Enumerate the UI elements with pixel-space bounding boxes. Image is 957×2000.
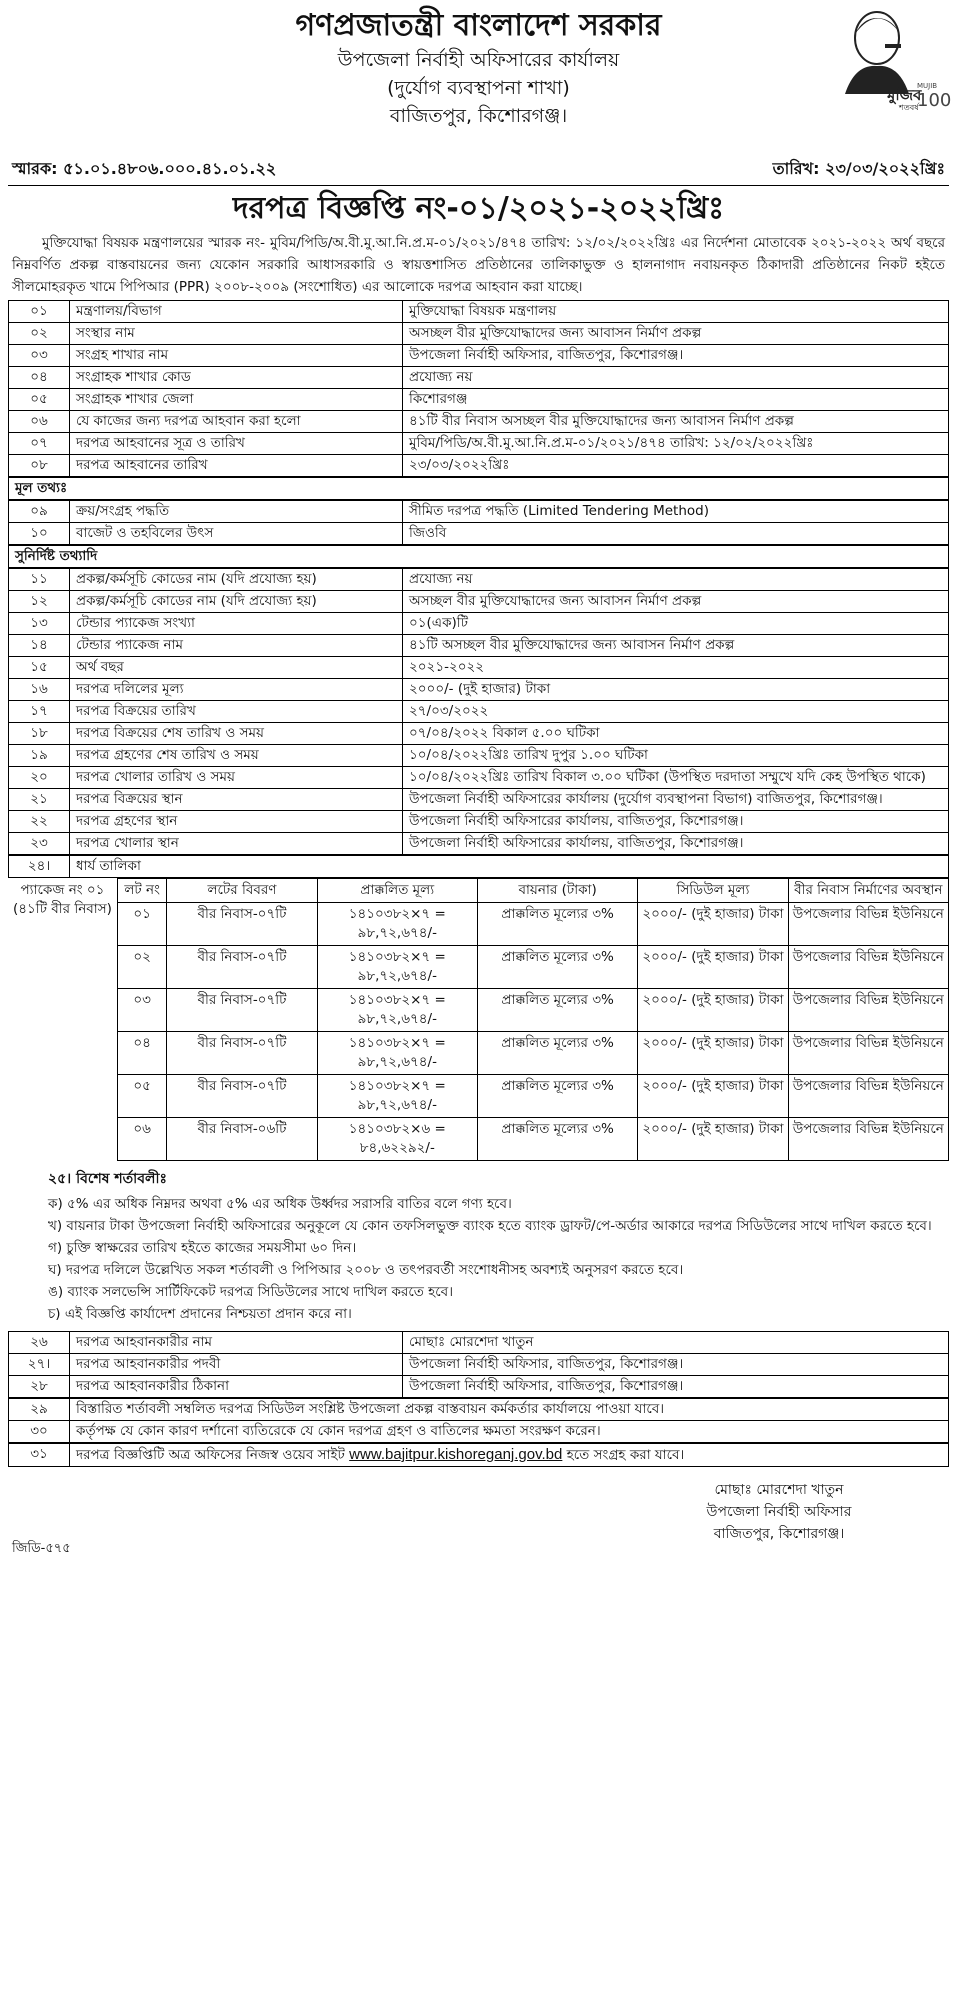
details-table-main (8, 477, 949, 500)
row-value: ১০/০৪/২০২২খ্রিঃ তারিখ দুপুর ১.০০ ঘটিকা (403, 745, 949, 767)
lot-lot: ০৬ (117, 1118, 166, 1161)
details-table-specific (8, 545, 949, 568)
condition-item: গ) চুক্তি স্বাক্ষরের তারিখ হইতে কাজের সময়সীমা ৬০ দিন। (48, 1240, 357, 1256)
lot-earnest: প্রাক্কলিত মূল্যের ৩% (477, 946, 637, 989)
row-value: উপজেলা নির্বাহী অফিসার, বাজিতপুর, কিশোরগঞ্জ। (403, 1376, 949, 1398)
lot-earnest: প্রাক্কলিত মূল্যের ৩% (477, 903, 637, 946)
lot-row (8, 1118, 949, 1161)
condition-item: ঘ) দরপত্র দলিলে উল্লেখিত সকল শর্তাবলী ও পিপিআর ২০০৮ ও তৎপরবর্তী সংশোধনীসহ অবশ্যই অনুসরণ করতে হবে। (48, 1262, 684, 1278)
row-serial: ১৬ (9, 679, 70, 701)
row-serial: ২০ (9, 767, 70, 789)
table-row (9, 1354, 949, 1376)
lot-schedule: ২০০০/- (দুই হাজার) টাকা (638, 989, 788, 1032)
row-value: ২০২১-২০২২ (403, 657, 949, 679)
footer (8, 1467, 949, 1577)
row-label: প্রকল্প/কর্মসূচি কোডের নাম (যদি প্রযোজ্য হয়) (70, 569, 403, 591)
row-serial: ১৭ (9, 701, 70, 723)
row-label: সংগ্রাহক শাখার কোড (70, 367, 403, 389)
signature-designation: উপজেলা নির্বাহী অফিসার (706, 1504, 852, 1520)
condition-item: ক) ৫% এর অধিক নিম্নদর অথবা ৫% এর অধিক উর্ধ্বদর সরাসরি বাতির বলে গণ্য হবে। (48, 1196, 512, 1212)
table-row (9, 455, 949, 477)
table-row (9, 767, 949, 789)
row-serial: ১০ (9, 523, 70, 545)
row-serial: ২১ (9, 789, 70, 811)
row-serial: ২৪। (9, 856, 70, 878)
row-serial: ১৯ (9, 745, 70, 767)
row-serial: ০৬ (9, 411, 70, 433)
row-serial: ০২ (9, 323, 70, 345)
lot-row (8, 946, 949, 989)
table-row (9, 591, 949, 613)
row-value: ২৭/০৩/২০২২ (403, 701, 949, 723)
lot-desc: বীর নিবাস-০৬টি (167, 1118, 317, 1161)
table-row (9, 723, 949, 745)
row-serial: ২৮ (9, 1376, 70, 1398)
row-label: যে কাজের জন্য দরপত্র আহবান করা হলো (70, 411, 403, 433)
row-value: কিশোরগঞ্জ (403, 389, 949, 411)
table-row (9, 389, 949, 411)
website-before: দরপত্র বিজ্ঞপ্তিটি অত্র অফিসের নিজস্ব ওয়েব সাইট (76, 1447, 345, 1463)
row-value: প্রযোজ্য নয় (403, 569, 949, 591)
table-row (9, 1332, 949, 1354)
row-serial: ০৪ (9, 367, 70, 389)
signature-name: মোছাঃ মোরশেদা খাতুন (714, 1482, 844, 1498)
table-row (9, 1399, 949, 1421)
row-serial: ০১ (9, 301, 70, 323)
row-serial: ২৩ (9, 833, 70, 855)
row-value: মুক্তিযোদ্ধা বিষয়ক মন্ত্রণালয় (403, 301, 949, 323)
row-value: ২৩/০৩/২০২২খ্রিঃ (403, 455, 949, 477)
lot-earnest: প্রাক্কলিত মূল্যের ৩% (477, 1075, 637, 1118)
row-label: দরপত্র আহবানকারীর পদবী (70, 1354, 403, 1376)
row-label: সংগ্রাহক শাখার জেলা (70, 389, 403, 411)
signature-place: বাজিতপুর, কিশোরগঞ্জ। (713, 1526, 845, 1542)
row-label: মন্ত্রণালয়/বিভাগ (70, 301, 403, 323)
condition-item: খ) বায়নার টাকা উপজেলা নির্বাহী অফিসারের অনুকূলে যে কোন তফসিলভুক্ত ব্যাংক হতে ব্যাংক ড্রাফট/পে-অর্ডার আকারে দরপত্র সিডিউলের সাথে দাখিল করতে হবে। (48, 1218, 932, 1234)
lot-earnest: প্রাক্কলিত মূল্যের ৩% (477, 1118, 637, 1161)
website-after: হতে সংগ্রহ করা যাবে। (566, 1447, 685, 1463)
row-serial: ২৬ (9, 1332, 70, 1354)
row-serial: ২৯ (9, 1399, 70, 1421)
header (8, 0, 952, 154)
tender-notice (8, 0, 952, 1577)
lot-lot: ০৫ (117, 1075, 166, 1118)
package-column-header: সিডিউল মূল্য (638, 879, 788, 903)
branch-name: (দুর্যোগ ব্যবস্থাপনা শাখা) (387, 77, 570, 99)
row-serial: ০৩ (9, 345, 70, 367)
row-value: উপজেলা নির্বাহী অফিসারের কার্যালয়, বাজিতপুর, কিশোরগঞ্জ। (403, 811, 949, 833)
logo-sub: শতবর্ষ (899, 103, 919, 112)
row-label: দরপত্র আহবানের সূত্র ও তারিখ (70, 433, 403, 455)
row-label: বাজেট ও তহবিলের উৎস (70, 523, 403, 545)
lot-schedule: ২০০০/- (দুই হাজার) টাকা (638, 1118, 788, 1161)
row-label: দরপত্র খোলার তারিখ ও সময় (70, 767, 403, 789)
lot-earnest: প্রাক্কলিত মূল্যের ৩% (477, 989, 637, 1032)
row-value: উপজেলা নির্বাহী অফিসারের কার্যালয় (দুর্যোগ ব্যবস্থাপনা বিভাগ) বাজিতপুর, কিশোরগঞ্জ। (403, 789, 949, 811)
row-label: দরপত্র আহবানকারীর ঠিকানা (70, 1376, 403, 1398)
row-serial: ০৯ (9, 501, 70, 523)
memo-row (8, 154, 949, 186)
lot-location: উপজেলার বিভিন্ন ইউনিয়নে (788, 1118, 948, 1161)
table-row (9, 501, 949, 523)
details-table-a (8, 300, 949, 477)
lot-price: ১৪১০৩৮২×৭ = ৯৮,৭২,৬৭৪/- (317, 989, 477, 1032)
lot-location: উপজেলার বিভিন্ন ইউনিয়নে (788, 1032, 948, 1075)
row-value: ১০/০৪/২০২২খ্রিঃ তারিখ বিকাল ৩.০০ ঘটিকা (উপস্থিত দরদাতা সম্মুখে যদি কেহ উপস্থিত থাকে) (403, 767, 949, 789)
row-label: দরপত্র খোলার স্থান (70, 833, 403, 855)
row-serial: ১৮ (9, 723, 70, 745)
lot-row (8, 989, 949, 1032)
condition-item: ঙ) ব্যাংক সলভেন্সি সার্টিফিকেট দরপত্র সিডিউলের সাথে দাখিল করতে হবে। (48, 1284, 454, 1300)
row-label: ক্রয়/সংগ্রহ পদ্ধতি (70, 501, 403, 523)
office-location: বাজিতপুর, কিশোরগঞ্জ। (389, 105, 568, 127)
lot-lot: ০৩ (117, 989, 166, 1032)
lot-desc: বীর নিবাস-০৭টি (167, 1075, 317, 1118)
table-row (9, 323, 949, 345)
row-24-table (8, 855, 949, 878)
row-serial: ১১ (9, 569, 70, 591)
lot-schedule: ২০০০/- (দুই হাজার) টাকা (638, 1075, 788, 1118)
row-value: উপজেলা নির্বাহী অফিসারের কার্যালয়, বাজিতপুর, কিশোরগঞ্জ। (403, 833, 949, 855)
row-serial: ১৫ (9, 657, 70, 679)
logo-mujib: MUJIB (917, 82, 938, 90)
table-row (9, 1421, 949, 1443)
lot-desc: বীর নিবাস-০৭টি (167, 989, 317, 1032)
lot-schedule: ২০০০/- (দুই হাজার) টাকা (638, 946, 788, 989)
table-row (9, 367, 949, 389)
row-value: ৪১টি অসচ্ছল বীর মুক্তিযোদ্ধাদের জন্য আবাসন নির্মাণ প্রকল্প (403, 635, 949, 657)
lot-price: ১৪১০৩৮২×৭ = ৯৮,৭২,৬৭৪/- (317, 903, 477, 946)
row-value: অসচ্ছল বীর মুক্তিযোদ্ধাদের জন্য আবাসন নির্মাণ প্রকল্প (403, 323, 949, 345)
lot-location: উপজেলার বিভিন্ন ইউনিয়নে (788, 989, 948, 1032)
table-row (9, 701, 949, 723)
row-value: ২০০০/- (দুই হাজার) টাকা (403, 679, 949, 701)
row-label: দরপত্র বিক্রয়ের শেষ তারিখ ও সময় (70, 723, 403, 745)
row-value: প্রযোজ্য নয় (403, 367, 949, 389)
table-row (9, 569, 949, 591)
lot-price: ১৪১০৩৮২×৭ = ৯৮,৭২,৬৭৪/- (317, 1032, 477, 1075)
row-label: সংগ্রহ শাখার নাম (70, 345, 403, 367)
table-row (9, 1444, 949, 1467)
website-link[interactable]: www.bajitpur.kishoreganj.gov.bd (349, 1446, 563, 1463)
table-row (9, 345, 949, 367)
table-row (9, 301, 949, 323)
lot-desc: বীর নিবাস-০৭টি (167, 946, 317, 989)
table-row (9, 613, 949, 635)
details-table-b (8, 500, 949, 545)
row-value: উপজেলা নির্বাহী অফিসার, বাজিতপুর, কিশোরগঞ্জ। (403, 345, 949, 367)
row-label: দরপত্র আহবানকারীর নাম (70, 1332, 403, 1354)
package-column-header: লটের বিবরণ (167, 879, 317, 903)
table-row (9, 635, 949, 657)
signature-block (649, 1479, 909, 1545)
lot-earnest: প্রাক্কলিত মূল্যের ৩% (477, 1032, 637, 1075)
row-serial: ০৭ (9, 433, 70, 455)
section-specific-heading: সুনির্দিষ্ট তথ্যাদি (9, 546, 949, 568)
lot-schedule: ২০০০/- (দুই হাজার) টাকা (638, 903, 788, 946)
details-table-d (8, 1331, 949, 1398)
row-label: দরপত্র আহবানের তারিখ (70, 455, 403, 477)
details-table-e (8, 1398, 949, 1443)
lot-lot: ০২ (117, 946, 166, 989)
table-row (9, 679, 949, 701)
row-value: উপজেলা নির্বাহী অফিসার, বাজিতপুর, কিশোরগঞ্জ। (403, 1354, 949, 1376)
table-row (9, 833, 949, 855)
logo-text: মুজিব (887, 86, 922, 104)
package-column-header: প্রাক্কলিত মূল্য (317, 879, 477, 903)
lot-row (8, 903, 949, 946)
conditions-title: ২৫। বিশেষ শর্তাবলীঃ (48, 1171, 167, 1187)
lot-price: ১৪১০৩৮২×৭ = ৯৮,৭২,৬৭৪/- (317, 946, 477, 989)
lot-price: ১৪১০৩৮২×৬ = ৮৪,৬২২৯২/- (317, 1118, 477, 1161)
row-serial: ২৭। (9, 1354, 70, 1376)
table-row (9, 789, 949, 811)
table-row (9, 433, 949, 455)
conditions-list (8, 1193, 949, 1325)
lot-desc: বীর নিবাস-০৭টি (167, 903, 317, 946)
section-main-heading: মূল তথ্যঃ (9, 478, 949, 500)
government-title: গণপ্রজাতন্ত্রী বাংলাদেশ সরকার (295, 8, 662, 43)
row-value: মোছাঃ মোরশেদা খাতুন (403, 1332, 949, 1354)
row-label: ধার্য তালিকা (70, 856, 949, 878)
lot-location: উপজেলার বিভিন্ন ইউনিয়নে (788, 1075, 948, 1118)
row-text: কর্তৃপক্ষ যে কোন কারণ দর্শানো ব্যতিরেকে যে কোন দরপত্র গ্রহণ ও বাতিলের ক্ষমতা সংরক্ষণ করেন। (70, 1421, 949, 1443)
table-row (9, 523, 949, 545)
package-header-row (8, 879, 949, 903)
row-label: টেন্ডার প্যাকেজ সংখ্যা (70, 613, 403, 635)
row-label: দরপত্র গ্রহণের স্থান (70, 811, 403, 833)
package-column-header: বায়নার (টাকা) (477, 879, 637, 903)
row-serial: ৩০ (9, 1421, 70, 1443)
row-value: ০৭/০৪/২০২২ বিকাল ৫.০০ ঘটিকা (403, 723, 949, 745)
row-value: অসচ্ছল বীর মুক্তিযোদ্ধাদের জন্য আবাসন নির্মাণ প্রকল্প (403, 591, 949, 613)
row-value: ০১(এক)টি (403, 613, 949, 635)
row-serial: ০৮ (9, 455, 70, 477)
package-label: প্যাকেজ নং ০১ (৪১টি বীর নিবাস) (8, 879, 117, 1161)
condition-item: চ) এই বিজ্ঞপ্তি কার্যাদেশ প্রদানের নিশ্চয়তা প্রদান করে না। (48, 1306, 352, 1322)
row-label: দরপত্র দলিলের মূল্য (70, 679, 403, 701)
lot-desc: বীর নিবাস-০৭টি (167, 1032, 317, 1075)
row-label: টেন্ডার প্যাকেজ নাম (70, 635, 403, 657)
row-value: মুবিম/পিডি/অ.বী.মু.আ.নি.প্র.ম-০১/২০২১/৪৭৪ তারিখ: ১২/০২/২০২২খ্রিঃ (403, 433, 949, 455)
intro-paragraph: মুক্তিযোদ্ধা বিষয়ক মন্ত্রণালয়ের স্মারক নং- মুবিম/পিডি/অ.বী.মু.আ.নি.প্র.ম-০১/২০২১/৪৭৪ তারিখ: ১২/০২/২০২২খ্রিঃ এর নির্দেশনা মোতাবেক ২০২১-২০২২ অর্থ বছরে নিম্নবর্ণিত প্রকল্প বাস্তবায়নের জন্য যেকোন সরকারি আধাসরকারি ও স্বায়ত্তশাসিত প্রতিষ্ঠানের তালিকাভুক্ত ও হালনাগাদ নবায়নকৃত ঠিকাদারী প্রতিষ্ঠানের নিকট হইতে সীলমোহরকৃত খামে পিপিআর (PPR) ২০০৮-২০০৯ (সংশোধিত) এর আলোকে দরপত্র আহবান করা যাচ্ছে। (12, 235, 945, 295)
lot-row (8, 1075, 949, 1118)
row-label: দরপত্র বিক্রয়ের তারিখ (70, 701, 403, 723)
row-label: অর্থ বছর (70, 657, 403, 679)
website-row-text (70, 1444, 949, 1467)
row-serial: ০৫ (9, 389, 70, 411)
row-serial: ১৩ (9, 613, 70, 635)
row-31-table (8, 1443, 949, 1467)
package-column-header: লট নং (117, 879, 166, 903)
row-serial: ২২ (9, 811, 70, 833)
package-table (8, 878, 949, 1161)
row-label: দরপত্র বিক্রয়ের স্থান (70, 789, 403, 811)
table-row (9, 745, 949, 767)
lot-lot: ০৪ (117, 1032, 166, 1075)
lot-lot: ০১ (117, 903, 166, 946)
logo-100: 100 (917, 90, 952, 111)
details-table-c (8, 568, 949, 855)
lot-row (8, 1032, 949, 1075)
row-value: সীমিত দরপত্র পদ্ধতি (Limited Tendering Method) (403, 501, 949, 523)
row-value: ৪১টি বীর নিবাস অসচ্ছল বীর মুক্তিযোদ্ধাদের জন্য আবাসন নির্মাণ প্রকল্প (403, 411, 949, 433)
table-row (9, 811, 949, 833)
lot-location: উপজেলার বিভিন্ন ইউনিয়নে (788, 903, 948, 946)
row-serial: ১৪ (9, 635, 70, 657)
lot-location: উপজেলার বিভিন্ন ইউনিয়নে (788, 946, 948, 989)
lot-price: ১৪১০৩৮২×৭ = ৯৮,৭২,৬৭৪/- (317, 1075, 477, 1118)
lot-schedule: ২০০০/- (দুই হাজার) টাকা (638, 1032, 788, 1075)
row-text: বিস্তারিত শর্তাবলী সম্বলিত দরপত্র সিডিউল সংশ্লিষ্ট উপজেলা প্রকল্প বাস্তবায়ন কর্মকর্তার কার্যালয়ে পাওয়া যাবে। (70, 1399, 949, 1421)
office-name: উপজেলা নির্বাহী অফিসারের কার্যালয় (337, 49, 620, 71)
memo-date: তারিখ: ২৩/০৩/২০২২খ্রিঃ (772, 159, 945, 178)
row-serial: ১২ (9, 591, 70, 613)
gd-number: জিডি-৫৭৫ (12, 1541, 71, 1556)
table-row (9, 856, 949, 878)
table-row (9, 657, 949, 679)
mujib-centenary-logo-icon (825, 4, 952, 114)
table-row (9, 411, 949, 433)
table-row (9, 1376, 949, 1398)
row-label: সংস্থার নাম (70, 323, 403, 345)
row-value: জিওবি (403, 523, 949, 545)
row-label: প্রকল্প/কর্মসূচি কোডের নাম (যদি প্রযোজ্য হয়) (70, 591, 403, 613)
notice-title: দরপত্র বিজ্ঞপ্তি নং-০১/২০২১-২০২২খ্রিঃ (232, 191, 725, 226)
row-serial: ৩১ (9, 1444, 70, 1467)
package-column-header: বীর নিবাস নির্মাণের অবস্থান (788, 879, 948, 903)
memo-number: স্মারক: ৫১.০১.৪৮০৬.০০০.৪১.০১.২২ (12, 159, 277, 178)
row-label: দরপত্র গ্রহণের শেষ তারিখ ও সময় (70, 745, 403, 767)
